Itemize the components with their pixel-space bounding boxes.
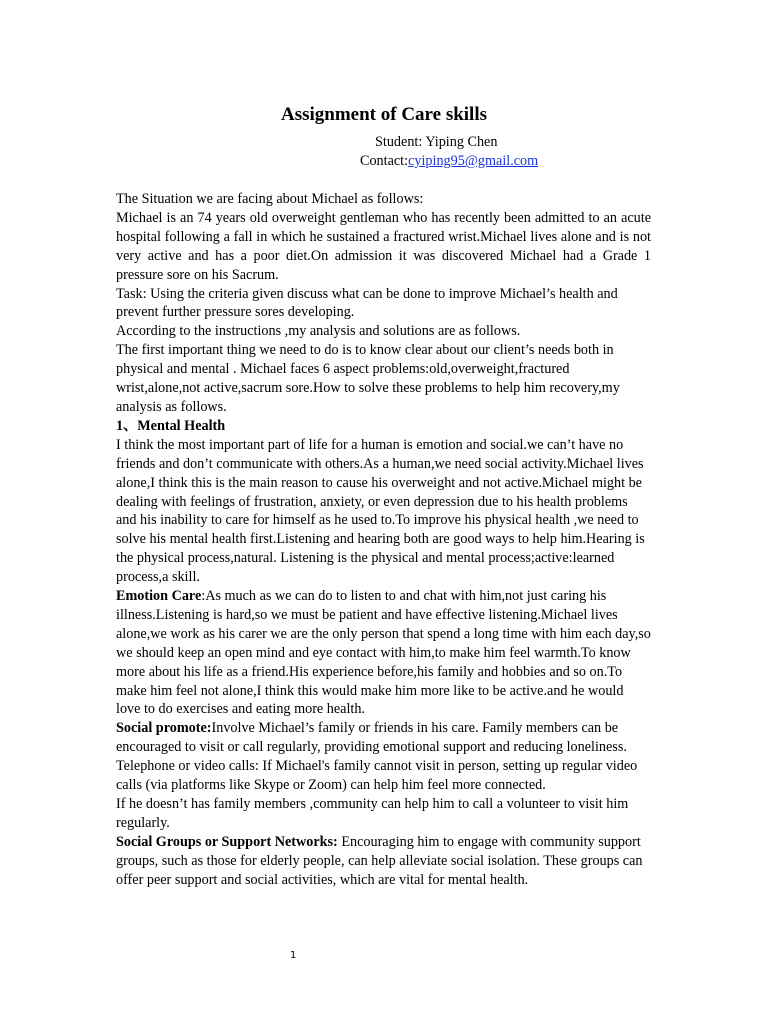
section-heading-mental-health: 1、Mental Health (116, 417, 226, 434)
document-title: Assignment of Care skills (280, 104, 488, 125)
contact-line (360, 152, 538, 171)
social-promote-text: Involve Michael’s family or friends in his care. Family members can be encouraged to visit or call regularly, providing emotional support and reducing loneliness. (116, 720, 627, 756)
student-name: Student: Yiping Chen (375, 134, 498, 150)
social-promote-paragraph (116, 719, 651, 757)
emotion-care-paragraph (116, 587, 651, 719)
emotion-care-label: Emotion Care (116, 588, 202, 605)
support-networks-label: Social Groups or Support Networks: (116, 833, 338, 850)
volunteer-paragraph: If he doesn’t has family members ,community can help him to call a volunteer to visit him regularly. (116, 796, 629, 831)
contact-email-link[interactable]: cyiping95@gmail.com (408, 153, 539, 169)
instructions-line: According to the instructions ,my analysis and solutions are as follows. (116, 323, 521, 340)
support-networks-text: Encouraging him to engage with community support groups, such as those for elderly people, can help alleviate social isolation. These groups can offer peer support and social activities, which are vital for mental health. (116, 833, 643, 888)
video-calls-paragraph: Telephone or video calls: If Michael's family cannot visit in person, setting up regular video calls (via platforms like Skype or Zoom) can help him feel more connected. (116, 758, 638, 794)
support-networks-paragraph (116, 833, 651, 890)
contact-label: Contact: (360, 153, 409, 169)
page-number: 1 (290, 950, 297, 961)
document-body (116, 190, 651, 890)
situation-description: Michael is an 74 years old overweight gentleman who has recently been admitted to an acute hospital following a fall in which he sustained a fractured wrist.Michael lives alone and is not very active and has a poor diet.On admission it was discovered Michael had a Grade 1 pressure sore on his Sacrum. (116, 209, 651, 283)
emotion-care-text: :As much as we can do to listen to and chat with him,not just caring his illness.Listening is hard,so we must be patient and have effective listening.Michael lives alone,we work as his carer we are the only person that spend a long time with him each day,so we should keep an open mind and eye contact with him,to make him feel warmth.To know more about his life as a friend.His experience before,his family and hobbies and so on.To make him feel not alone,I think this would make him more like to be active.and he would love to do exercises and eating more health. (116, 588, 651, 718)
needs-paragraph: The first important thing we need to do is to know clear about our client’s needs both in physical and mental . Michael faces 6 aspect problems:old,overweight,fractured wrist,alone,not active,sacrum sore.How to solve these problems to help him recovery,my analysis as follows. (116, 342, 620, 415)
situation-intro: The Situation we are facing about Michael as follows: (116, 191, 424, 207)
social-promote-label: Social promote: (116, 720, 212, 737)
mental-health-paragraph: I think the most important part of life for a human is emotion and social.we can’t have no friends and don’t communicate with others.As a human,we need social activity.Michael lives alone,I think this is the main reason to cause his overweight and not active.Michael might be dealing with feelings of frustration, anxiety, or even depression due to his health problems and his inability to care for himself as he used to.To improve his physical health ,we need to solve his mental health first.Listening and hearing both are good ways to help him.Hearing is the physical process,natural. Listening is the physical and mental process;active:learned process,a skill. (116, 436, 645, 586)
task-statement: Task: Using the criteria given discuss what can be done to improve Michael’s health and prevent further pressure sores developing. (116, 285, 618, 321)
